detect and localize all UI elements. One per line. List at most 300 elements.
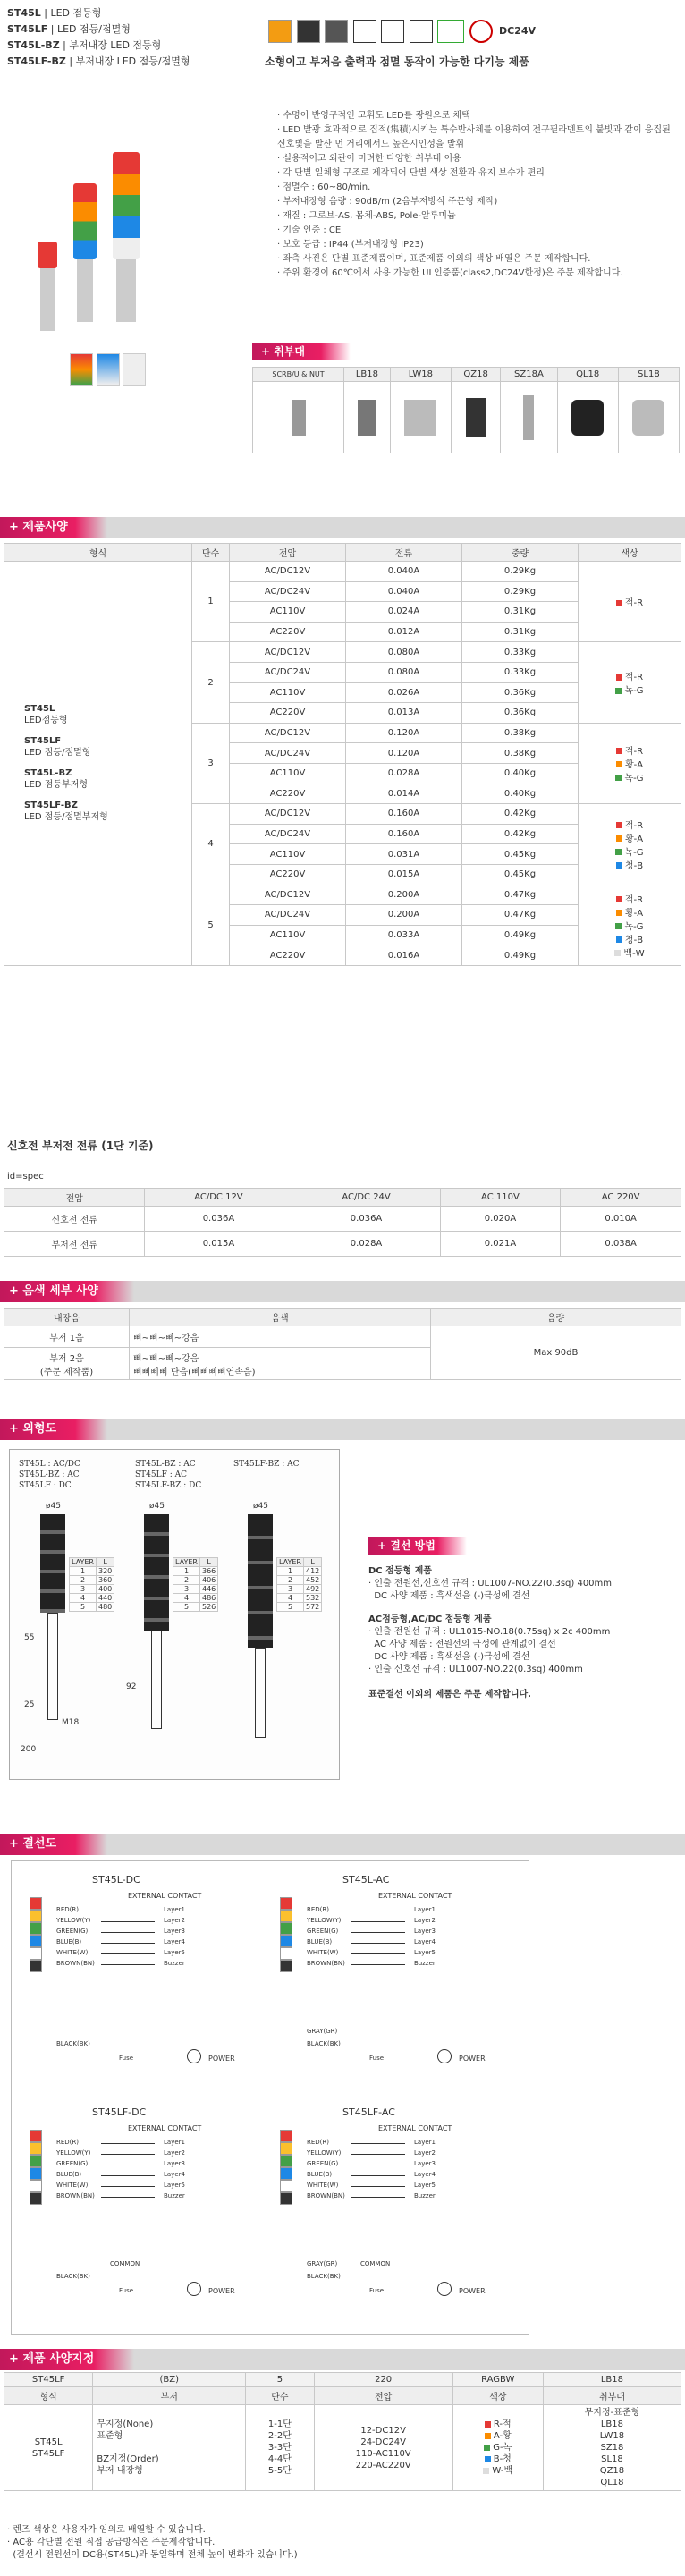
fuse-label: Fuse [369,2055,385,2062]
wire-line [351,2175,405,2176]
order-item [457,2442,539,2453]
dim-td: 2 [173,1576,200,1585]
bc-header: AC 220V [561,1189,681,1207]
spec-cell: 0.29Kg [462,562,579,582]
dim-td: 5 [70,1603,97,1612]
spec-cell: AC/DC12V [230,562,346,582]
bc-header: AC/DC 24V [292,1189,440,1207]
mount-image [390,382,451,453]
dim-group-label [135,1459,201,1491]
wire-label: BLUE(B) [307,2171,333,2178]
table-row [4,2405,681,2491]
dim-td: 446 [200,1585,218,1594]
color-label: G-녹 [493,2443,512,2453]
order-header: 부저 [93,2387,246,2405]
wire-line [101,2175,155,2176]
lamp-icon [616,896,622,902]
dim-th: LAYER [173,1558,200,1567]
order-item: 24-DC24V [360,2436,406,2447]
lamp-icon [615,849,622,855]
bc-cell: 0.036A [145,1207,292,1232]
order-item: ST45LF [31,2448,65,2459]
wiring-diagram-area [11,1860,529,2334]
ce-icon [410,20,433,43]
wire-label: BROWN(BN) [56,2192,95,2199]
sound-header: 음색 [130,1309,431,1326]
sound-bar: + 음색 세부 사양 [0,1281,685,1302]
spec-cell: AC110V [230,844,346,865]
sound-cell: 부저 2음 (주문 제작품) [4,1348,130,1380]
wire-label: YELLOW(Y) [307,2149,342,2157]
spec-type-line: ST45L-BZ [24,768,72,779]
dim-diameter: ø45 [149,1502,165,1511]
spec-cell: 0.040A [346,581,462,602]
power-source-icon [437,2049,452,2063]
wiring-method-text [368,1565,681,1701]
lamp-icon [616,674,622,681]
wire-line [101,2143,155,2144]
sound-volume: Max 90dB [431,1326,681,1380]
order-item: 220-AC220V [355,2460,411,2470]
spec-colors [579,562,681,642]
color-item [582,770,677,784]
dim-label: 92 [126,1682,137,1691]
spec-cell: 0.38Kg [462,743,579,764]
dim-label: 25 [24,1700,35,1709]
wm-line: DC 사양 제품 : 흑색선을 (-)극성에 결선 [368,1652,530,1662]
layer-label: Layer4 [414,2171,436,2178]
dim-pole [255,1648,266,1738]
layer-label: Buzzer [164,1960,185,1967]
order-item: QL18 [600,2478,624,2487]
wire-line [351,1943,405,1944]
order-item: 1-1단 [267,2419,292,2429]
color-item [582,892,677,905]
spec-cell: AC/DC24V [230,905,346,926]
spec-colors [579,885,681,965]
spec-cell: 0.040A [346,562,462,582]
color-label: 적-R [624,820,644,831]
wm-line: · 인출 신호선 규격 : UL1007-NO.22(0.3sq) 400mm [368,1665,583,1674]
feature-item: · 점멸수 : 60~80/min. [277,182,371,192]
black-wire-label: BLACK(BK) [56,2040,90,2047]
dim-td: 526 [200,1603,218,1612]
black-wire-label: BLACK(BK) [307,2040,341,2047]
spec-cell: 0.080A [346,662,462,682]
spec-type-line: LED 점등/점멸부저형 [24,812,108,823]
spec-cell: AC/DC12V [230,723,346,743]
table-row [4,1309,681,1326]
bc-cell: 0.020A [440,1207,561,1232]
wire-label: RED(R) [56,1906,80,1913]
wire-label: BLUE(B) [56,1938,82,1945]
spec-cell: 0.47Kg [462,885,579,905]
wire-line [351,1932,405,1933]
layer-label: Layer3 [414,2160,436,2167]
order-item: 부저 내장형 [97,2466,143,2476]
dim-td: 400 [97,1585,114,1594]
mount-title: + 취부대 [252,343,351,360]
color-item [582,858,677,871]
wire-label: WHITE(W) [307,2182,339,2189]
dim-label: 55 [24,1633,35,1642]
dim-td: 5 [277,1603,304,1612]
color-label: 적-R [624,673,644,683]
order-item: SZ18 [600,2443,624,2453]
wiring-diagram [30,2103,262,2326]
layer-label: Layer1 [164,1906,185,1913]
spec-cell: 0.31Kg [462,622,579,642]
wiring-diagram-title: ST45LF-AC [342,2106,395,2118]
lamp-tower-icon [280,2130,292,2205]
spec-bar: + 제품사양 [0,517,685,538]
bc-cell: 0.010A [561,1207,681,1232]
wiring-method-title: + 결선 방법 [368,1537,467,1555]
color-item [582,831,677,844]
external-contact-label: EXTERNAL CONTACT [128,2124,202,2132]
spec-header: 단수 [192,544,230,562]
wm-footer: 표준결선 이외의 제품은 주문 제작합니다. [368,1690,531,1699]
color-label: W-백 [492,2466,513,2476]
external-contact-label: EXTERNAL CONTACT [378,1892,452,1900]
dim-td: 406 [200,1576,218,1585]
spec-cell: AC110V [230,682,346,703]
table-row [4,1189,681,1207]
wire-line [351,1921,405,1922]
spec-cell: 0.024A [346,602,462,623]
layer-label: Layer3 [414,1928,436,1935]
order-code: (BZ) [93,2373,246,2387]
order-item: BZ지정(Order) [97,2454,159,2464]
order-item: 5-5단 [267,2466,292,2476]
model-line: ST45L-BZ | 부저내장 LED 점등형 [7,39,162,51]
dim-group-label [19,1459,80,1491]
wire-label: RED(R) [307,2139,330,2146]
bc-header: AC/DC 12V [145,1189,292,1207]
table-row [4,562,681,582]
lamp-icon [615,688,622,694]
spec-cell: AC/DC12V [230,885,346,905]
feature-item: · 수명이 반영구적인 고휘도 LED를 광원으로 채택 [277,111,470,121]
dim-td: 5 [173,1603,200,1612]
wire-label: GREEN(G) [307,1928,339,1935]
spec-type-line: LED 점등/점멸형 [24,748,91,758]
lamp-icon [614,950,621,956]
order-header: 전압 [314,2387,452,2405]
spec-cell: 0.31Kg [462,602,579,623]
color-item [582,682,677,696]
feature-item: · 각 단별 일체형 구조로 제작되어 단별 색상 전환과 유지 보수가 편리 [277,168,545,178]
layer-label: Layer3 [164,1928,185,1935]
spec-cell: 0.45Kg [462,864,579,885]
table-row [4,1232,681,1257]
dim-td: 452 [304,1576,322,1585]
dim-td: 3 [277,1585,304,1594]
dim-label: 200 [21,1745,37,1754]
bc-cell: 0.038A [561,1232,681,1257]
wire-line [101,2186,155,2187]
spec-colors [579,804,681,885]
wire-line [101,1953,155,1954]
wire-label: WHITE(W) [56,2182,89,2189]
order-col-buzzer [93,2405,246,2491]
order-item [457,2430,539,2442]
bc-header: AC 110V [440,1189,561,1207]
layer-label: Layer2 [164,2149,185,2157]
color-label: 청-B [624,935,644,945]
sound-table [4,1308,681,1380]
mount-image [452,382,501,453]
color-label: 녹-G [624,773,644,784]
spec-header: 중량 [462,544,579,562]
spec-cell: 0.160A [346,804,462,825]
feature-item: · 좌측 사진은 단별 표준제품이며, 표준제품 이외의 색상 배열은 주문 제작합니다. [277,254,591,264]
spec-cell: AC/DC24V [230,581,346,602]
order-note: · AC용 각단별 전원 직접 공급방식은 주문제작합니다. [7,2538,216,2547]
mount-image [557,382,618,453]
wire-line [101,1932,155,1933]
power-label: POWER [208,2055,235,2063]
spec-cell: AC/DC12V [230,804,346,825]
wire-line [101,2197,155,2198]
order-item: 3-3단 [267,2443,292,2453]
wire-label: BROWN(BN) [307,2192,345,2199]
common-label: COMMON [110,2260,140,2267]
order-item [457,2465,539,2477]
lamp-icon [616,910,622,916]
spec-cell: AC220V [230,703,346,724]
color-label: 적-R [624,894,644,905]
layer-label: Layer3 [164,2160,185,2167]
dim-tower [144,1514,169,1631]
tagline: 소형이고 부저음 출력과 점멸 동작이 가능한 다기능 제품 [265,55,529,68]
bc-cell: 0.015A [145,1232,292,1257]
color-label: R-적 [493,2419,512,2429]
spec-cell: 0.033A [346,925,462,945]
ip-icon [353,20,376,43]
spec-cell: 0.49Kg [462,925,579,945]
wire-label: YELLOW(Y) [56,1917,91,1924]
dim-line: ST45LF-BZ : DC [135,1481,202,1490]
order-col-volt [314,2405,452,2491]
dim-group-label [233,1459,300,1470]
wire-line [351,2186,405,2187]
wm-dc-title: DC 점등형 제품 [368,1566,432,1576]
spec-type-line: ST45L [24,704,55,715]
dim-td: 492 [304,1585,322,1594]
mount-image [253,382,344,453]
spec-cell: 0.47Kg [462,905,579,926]
spec-header: 전압 [230,544,346,562]
lamp-icon [616,862,622,869]
dim-td: 532 [304,1594,322,1603]
spec-cell: 0.42Kg [462,804,579,825]
spec-colors [579,723,681,803]
lamp-icon [616,748,622,754]
spec-cell: 0.120A [346,743,462,764]
spec-tier: 4 [192,804,230,885]
order-col-mount [543,2405,681,2491]
black-wire-label: BLACK(BK) [307,2273,341,2280]
dim-td: 3 [70,1585,97,1594]
model-list [7,5,275,70]
color-label: 백-W [623,948,645,959]
color-label: 녹-G [624,686,644,697]
lamp-icon [616,936,622,943]
dim-layer-table [173,1557,218,1612]
dim-td: 480 [97,1603,114,1612]
order-item: 무지정(None) [97,2419,154,2429]
power-label: POWER [208,2287,235,2295]
power-source-icon [437,2282,452,2296]
spec-type-line: ST45LF-BZ [24,801,78,811]
model-line: ST45LF-BZ | 부저내장 LED 점등/점멸형 [7,55,190,67]
wire-label: WHITE(W) [307,1949,339,1956]
order-item [457,2453,539,2465]
dim-td: 2 [277,1576,304,1585]
lamp-icon [616,822,622,828]
mount-table [252,367,680,453]
lamp-icon [615,923,622,929]
layer-label: Layer4 [414,1938,436,1945]
spec-tier: 2 [192,642,230,723]
mount-header: SCRB/U & NUT [253,368,344,382]
spec-cell: AC220V [230,864,346,885]
common-label: COMMON [360,2260,391,2267]
layer-label: Layer4 [164,1938,185,1945]
spec-cell: 0.014A [346,784,462,804]
spec-cell: 0.015A [346,864,462,885]
mount-header: LB18 [344,368,391,382]
order-col-tier [246,2405,314,2491]
dimension-drawing [9,1449,340,1780]
feature-item: · 재질 : 그로브-AS, 몸체-ABS, Pole-알루미늄 [277,211,456,221]
color-label: 황-A [624,834,644,844]
bc-cell: 부저전 전류 [4,1232,145,1257]
order-header: 취부대 [543,2387,681,2405]
layer-label: Layer1 [414,1906,436,1913]
sound-cell: 삐~삐~삐~강음 [130,1326,431,1348]
spec-cell: 0.200A [346,905,462,926]
fuse-label: Fuse [119,2055,134,2062]
dim-tower [40,1514,65,1613]
order-item: 110-AC110V [355,2448,411,2459]
spec-cell: AC110V [230,602,346,623]
order-item: LW18 [599,2431,625,2441]
sound-header: 음량 [431,1309,681,1326]
lamp-icon [485,2421,491,2428]
spec-cell: AC/DC24V [230,743,346,764]
spec-cell: 0.012A [346,622,462,642]
layer-label: Layer5 [414,2182,436,2189]
feature-item: · 보호 등급 : IP44 (부저내장형 IP23) [277,240,424,250]
spec-type-line: LED점등형 [24,716,68,726]
bc-cell: 0.028A [292,1232,440,1257]
wiring-diagram [280,2103,512,2326]
dim-td: 1 [70,1567,97,1576]
sound-header: 내장음 [4,1309,130,1326]
color-item [582,905,677,919]
spec-cell: 0.33Kg [462,642,579,663]
order-notes [7,2524,298,2562]
feature-item: · 주위 환경이 60℃에서 사용 가능한 UL인증품(class2,DC24V한정)은 주문 제작합니다. [277,268,623,278]
spec-cell: 0.45Kg [462,844,579,865]
table-row [4,2373,681,2387]
spec-cell: 0.200A [346,885,462,905]
table-row [4,1207,681,1232]
dim-pole [151,1631,162,1729]
order-item [457,2419,539,2430]
mount-image [618,382,679,453]
lamp-icon [616,835,622,842]
lamp-tower-icon [30,2130,42,2205]
badge-text: DC24V [499,25,537,37]
layer-label: Layer2 [164,1917,185,1924]
order-item: QZ18 [599,2466,625,2476]
fuse-label: Fuse [119,2287,134,2294]
table-row [4,1326,681,1348]
dim-th: L [304,1558,322,1567]
dim-line: ST45L-BZ : AC [135,1460,196,1469]
order-item: 표준형 [97,2431,123,2441]
wire-line [101,1943,155,1944]
dimension-bar: + 외형도 [0,1419,685,1440]
spec-cell: 0.36Kg [462,682,579,703]
lamp-icon [483,2468,489,2474]
layer-label: Layer5 [164,1949,185,1956]
spec-cell: AC220V [230,945,346,966]
layer-label: Layer5 [414,1949,436,1956]
mount-image [344,382,391,453]
layer-label: Layer2 [414,1917,436,1924]
lamp-icon [484,2445,490,2451]
dim-line: ST45LF : AC [135,1470,187,1479]
dim-td: 2 [70,1576,97,1585]
dim-line: ST45L-BZ : AC [19,1470,80,1479]
wire-line [351,2197,405,2198]
cert-icon [325,20,348,43]
lamp-tower-icon [30,1897,42,1972]
wire-label: GREEN(G) [307,2160,339,2167]
dim-line: ST45LF-BZ : AC [233,1460,300,1469]
power-source-icon [187,2282,201,2296]
id-line: id=spec [7,1172,44,1182]
wm-line: DC 사양 제품 : 흑색선을 (-)극성에 결선 [368,1591,530,1601]
layer-label: Buzzer [414,1960,436,1967]
order-item: 12-DC12V [360,2425,406,2436]
wire-label: RED(R) [56,2139,80,2146]
layer-label: Layer5 [164,2182,185,2189]
color-item [582,945,677,959]
wire-line [351,1964,405,1965]
spec-cell: 0.49Kg [462,945,579,966]
spec-type-line: LED 점등부저형 [24,780,89,791]
spec-header: 형식 [4,544,192,562]
order-code: LB18 [543,2373,681,2387]
order-header: 색상 [452,2387,543,2405]
dim-td: 1 [277,1567,304,1576]
order-item: ST45L [34,2436,63,2447]
wiring-diagram-title: ST45L-DC [92,1874,140,1885]
spec-colors [579,642,681,723]
wire-line [351,1953,405,1954]
spec-cell: 0.160A [346,824,462,844]
layer-label: Layer4 [164,2171,185,2178]
dim-td: 1 [173,1567,200,1576]
wiring-diagram [30,1870,262,2094]
wire-label: BROWN(BN) [56,1960,95,1967]
spec-cell: 0.40Kg [462,784,579,804]
